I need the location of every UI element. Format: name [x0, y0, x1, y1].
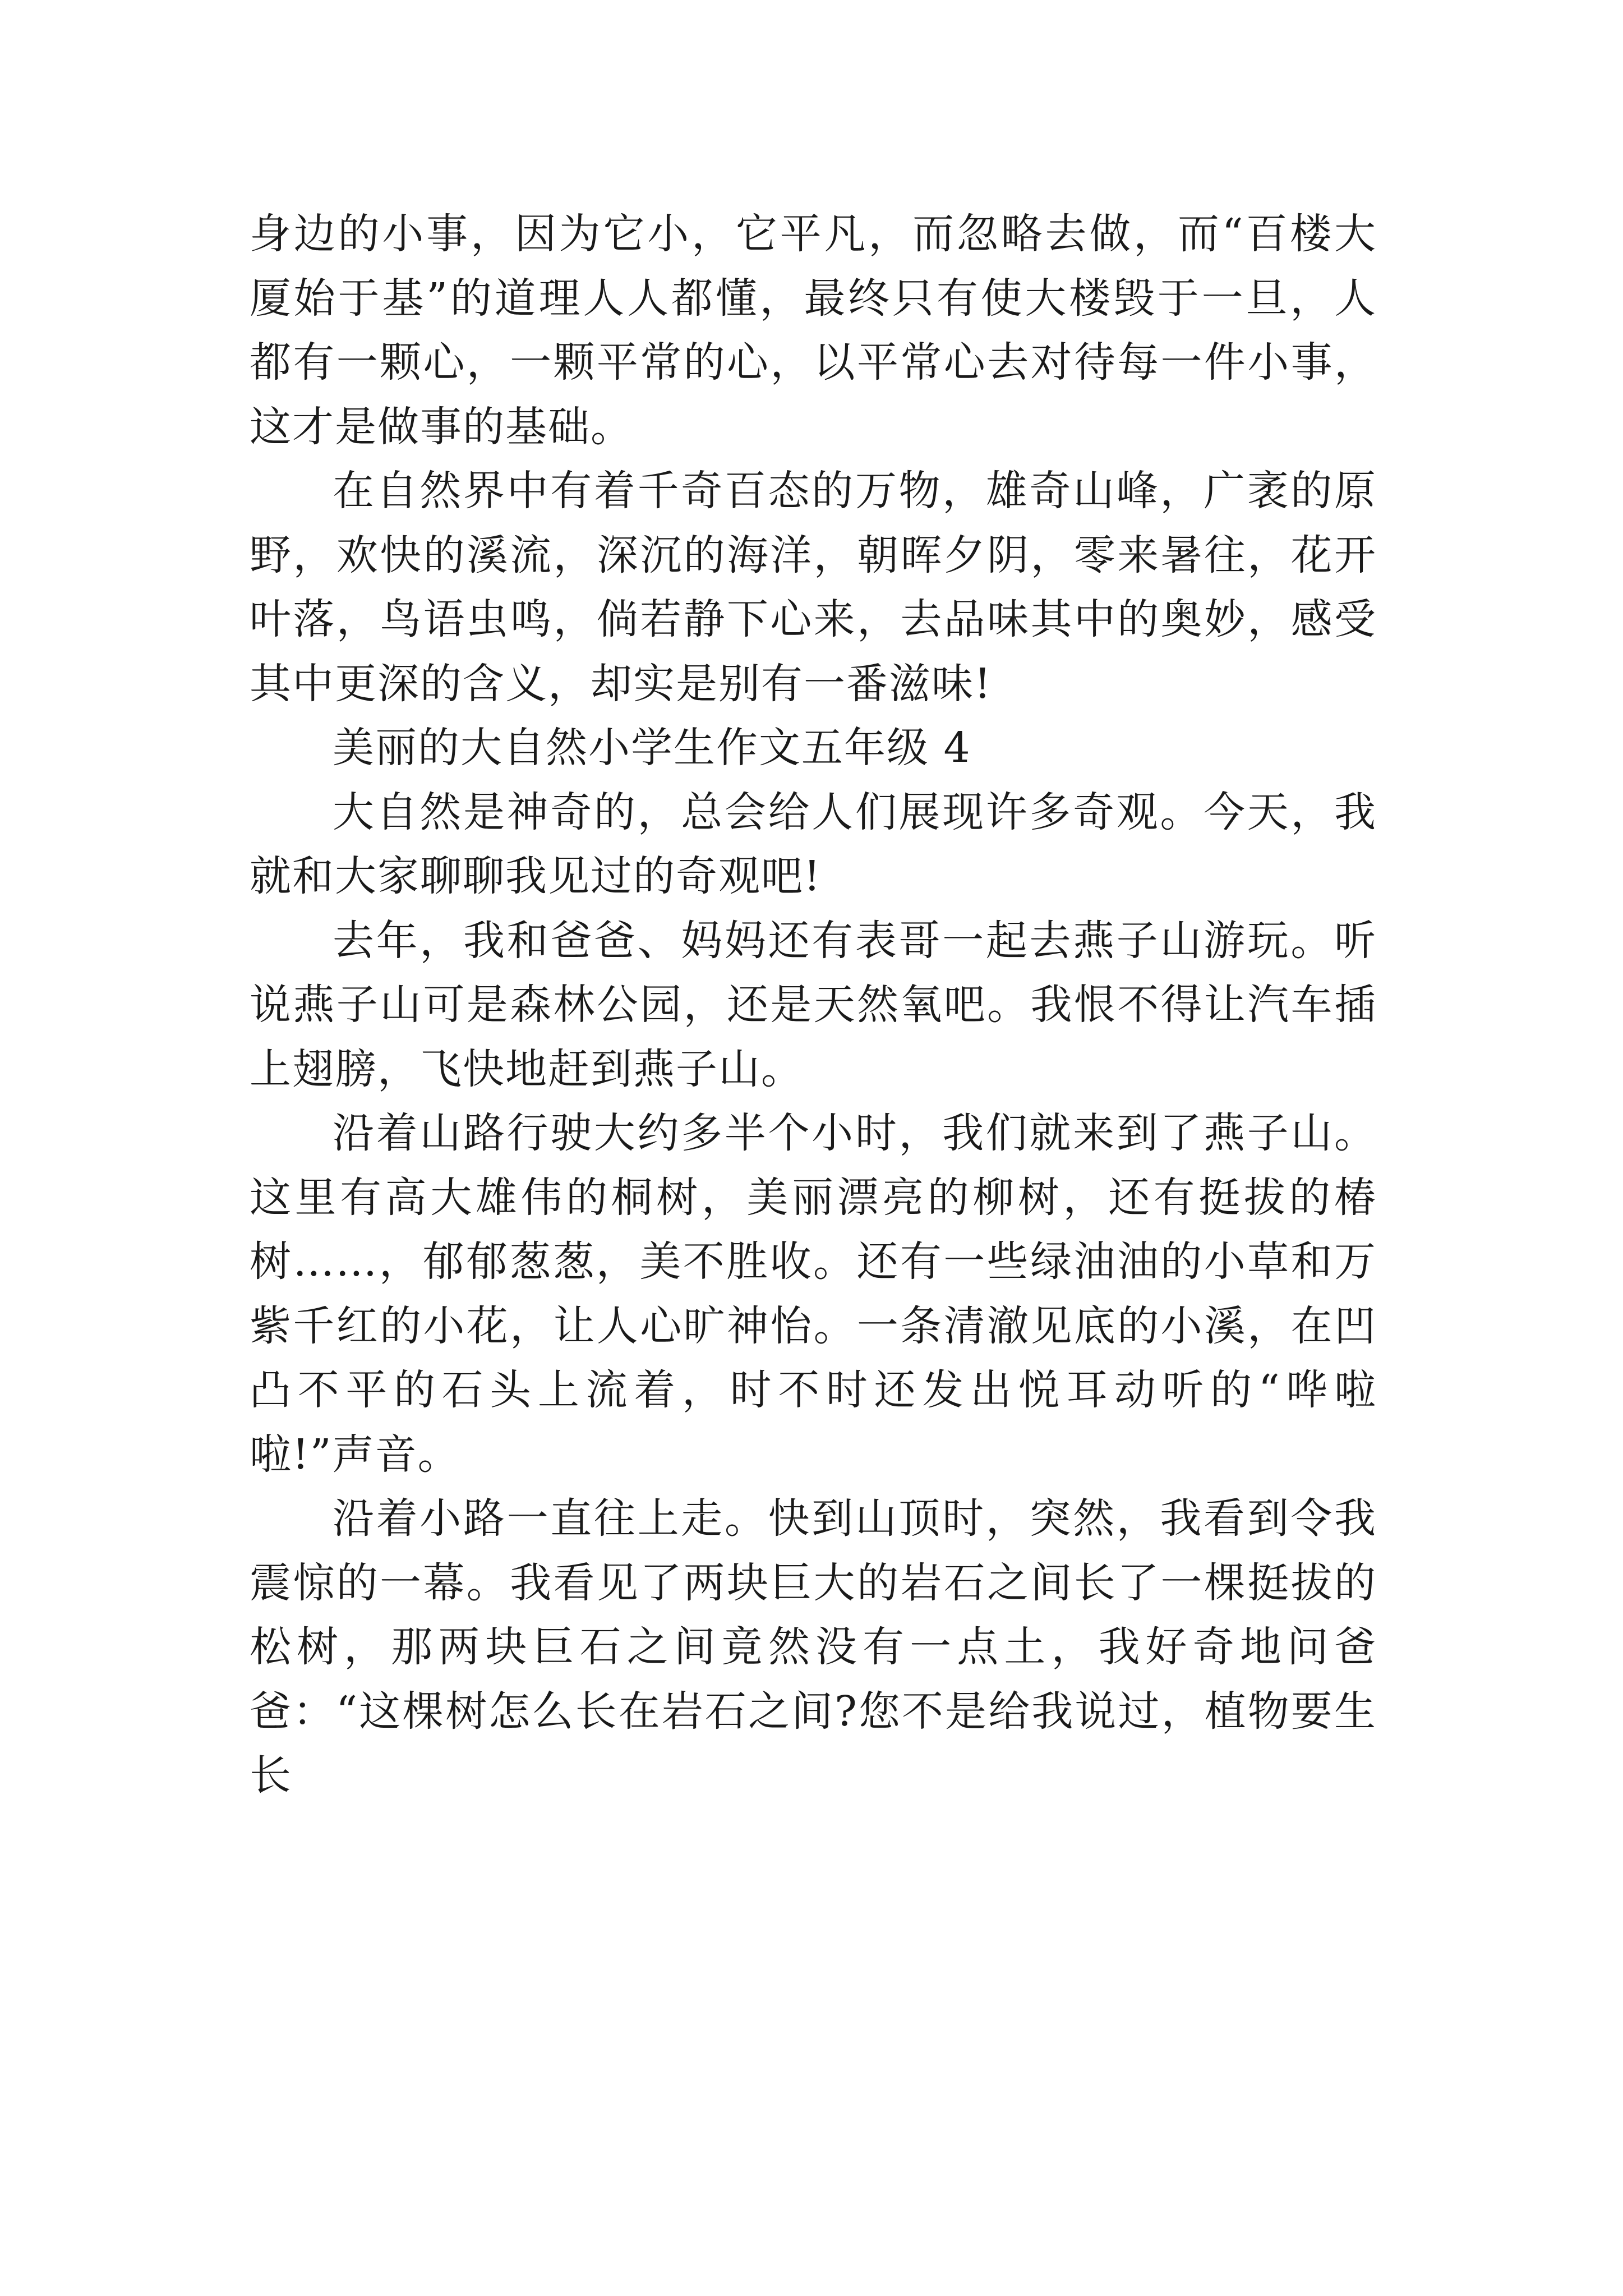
- paragraph-nature-wonders: 在自然界中有着千奇百态的万物，雄奇山峰，广袤的原野，欢快的溪流，深沉的海洋，朝晖夕阴，零来暑往，花开叶落，鸟语虫鸣，倘若静下心来，去品味其中的奥妙，感受其中更深的含义，却实是别有一番滋味!: [250, 467, 1377, 708]
- paragraph-continuation: 身边的小事，因为它小，它平凡，而忽略去做，而“百楼大厦始于基”的道理人人都懂，最终只有使大楼毁于一旦，人都有一颗心，一颗平常的心，以平常心去对待每一件小事，这才是做事的基础。: [250, 210, 1377, 451]
- paragraph-intro: 大自然是神奇的，总会给人们展现许多奇观。今天，我就和大家聊聊我见过的奇观吧!: [250, 788, 1377, 900]
- paragraph-trip: 去年，我和爸爸、妈妈还有表哥一起去燕子山游玩。听说燕子山可是森林公园，还是天然氧吧。我恨不得让汽车插上翅膀，飞快地赶到燕子山。: [250, 916, 1377, 1093]
- paragraph-scenery: 沿着山路行驶大约多半个小时，我们就来到了燕子山。这里有高大雄伟的桐树，美丽漂亮的柳树，还有挺拔的椿树……，郁郁葱葱，美不胜收。还有一些绿油油的小草和万紫千红的小花，让人心旷神怡。一条清澈见底的小溪，在凹凸不平的石头上流着，时不时还发出悦耳动听的“哗啦啦!”声音。: [250, 1109, 1377, 1479]
- document-body: [250, 202, 1377, 1808]
- paragraph-pine-tree: 沿着小路一直往上走。快到山顶时，突然，我看到令我震惊的一幕。我看见了两块巨大的岩石之间长了一棵挺拔的松树，那两块巨石之间竟然没有一点土，我好奇地问爸爸：“这棵树怎么长在岩石之间?您不是给我说过，植物要生长: [250, 1494, 1377, 1800]
- section-heading: 美丽的大自然小学生作文五年级 4: [333, 724, 971, 772]
